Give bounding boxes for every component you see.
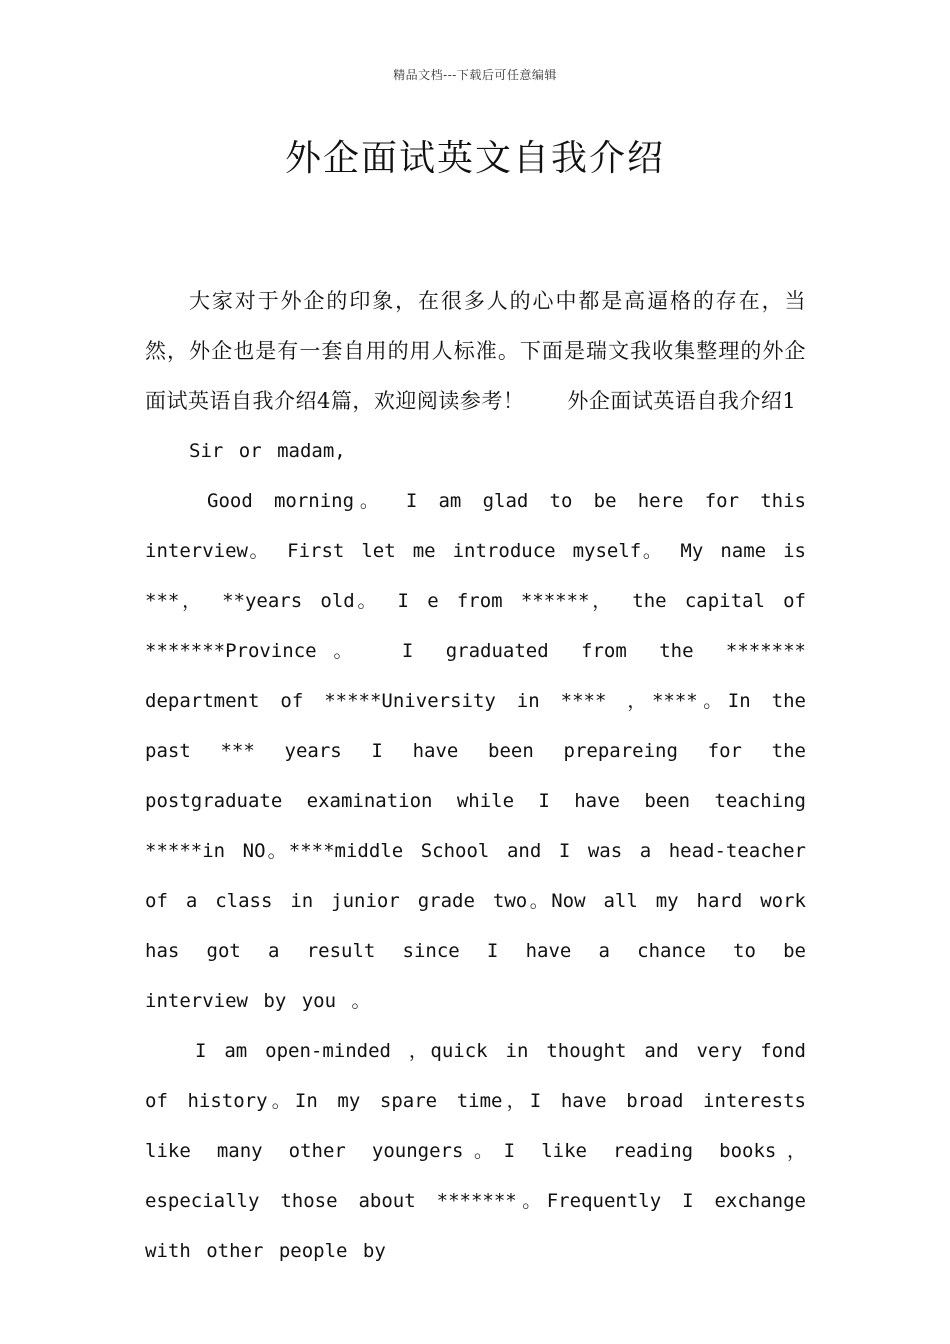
body-paragraph-2: I am open-minded ，quick in thought and very fond of history。In my spare time，I have broad interests like many other youngers。I like reading books， especially those about *******。Frequently I exchange with other people by [145,1040,806,1262]
header-note: 精品文档---下载后可任意编辑 [393,68,557,82]
greeting-paragraph: Sir or madam, [189,440,346,462]
document-body [145,276,806,1276]
document-title: 外企面试英文自我介绍 [284,138,665,179]
body-paragraph-1: Good morning。 I am glad to be here for this interview。 First let me introduce myself。 My name is ***， **years old。 I e from ******， the capital of *******Province。 I graduated from the ******* department of *****University in **** ，****。In the past *** years I have been prepareing for the postgraduate examination while I have been teaching *****in NO。****middle School and I was a head-teacher of a class in junior grade two。Now all my hard work has got a result since I have a chance to be interview by you 。 [145,490,806,1012]
intro-paragraph: 大家对于外企的印象，在很多人的心中都是高逼格的存在，当然，外企也是有一套自用的用人标准。下面是瑞文我收集整理的外企面试英语自我介绍4篇，欢迎阅读参考！ 外企面试英语自我介绍1 [145,289,806,413]
